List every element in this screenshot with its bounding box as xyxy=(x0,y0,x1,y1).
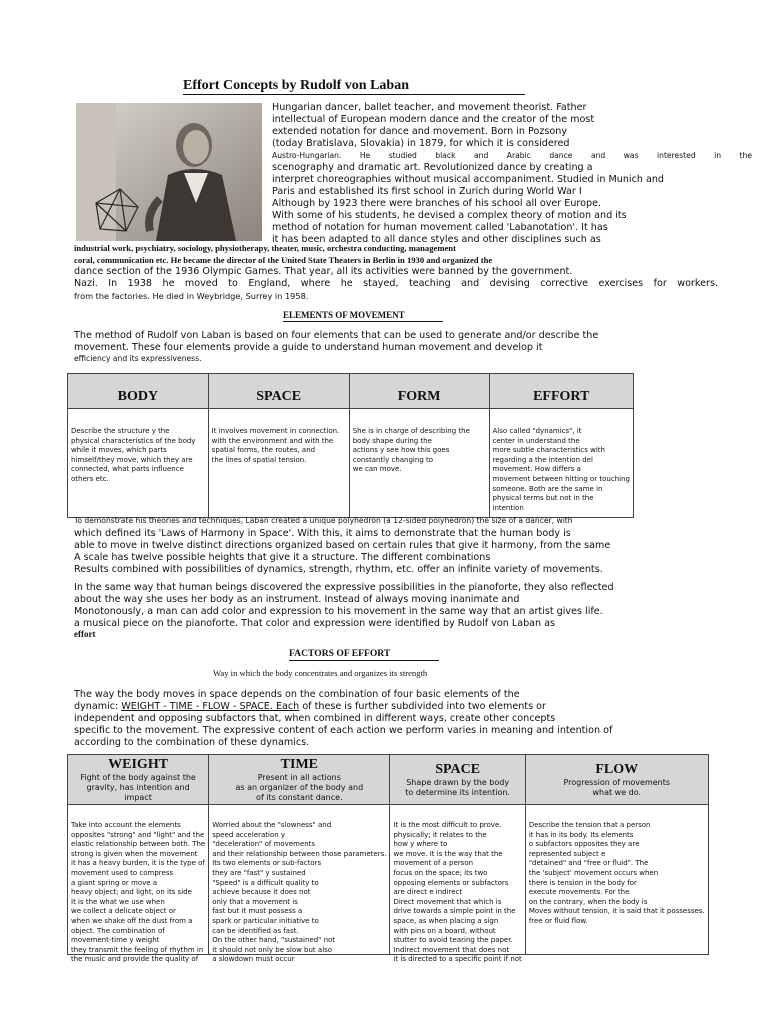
elements-intro-line: The method of Rudolf von Laban is based on four elements that can be used to generate and/or describe the xyxy=(74,330,599,341)
bio-line: intellectual of European modern dance and the creator of the most xyxy=(272,114,595,125)
cell-text-line: physical characteristics of the body xyxy=(71,436,196,445)
cell-text-line: movement-time y weight xyxy=(71,936,160,945)
table-cell xyxy=(525,805,708,955)
table-header-cell xyxy=(208,374,349,409)
cell-text-line: with the environment and with the xyxy=(211,436,334,445)
cell-body xyxy=(68,409,208,489)
cell-text-line: physical terms but not in the xyxy=(492,494,594,503)
cell-text-line: while it moves, which parts xyxy=(71,446,167,455)
bio-line: With some of his students, he devised a complex theory of motion and its xyxy=(272,210,627,221)
cell-text-line: represented subject e xyxy=(528,849,606,858)
bio-line: interpret choreographies without musical accompaniment. Studied in Munich and xyxy=(272,174,665,185)
factors-heading: FACTORS OF EFFORT xyxy=(289,648,391,659)
cell-text-line: center in understand the xyxy=(492,436,580,445)
header-effort: EFFORT xyxy=(533,389,590,404)
header-form: FORM xyxy=(397,389,441,404)
time-subtitle xyxy=(209,773,389,803)
cell-space xyxy=(209,409,349,469)
subtitle-line: of its constant dance. xyxy=(256,793,343,802)
factors-table xyxy=(67,754,709,964)
cell-text-line: they are "fast" y sustained xyxy=(212,868,306,877)
space-subtitle xyxy=(390,778,524,798)
cell-text-line: fast but it must possess a xyxy=(212,907,303,916)
cell-text-line: "Speed" is a difficult quality to xyxy=(212,878,319,887)
cell-text-line: Also called "dynamics", it xyxy=(492,427,582,435)
cell-text-line: spatial forms, the routes, and xyxy=(211,446,316,455)
cell-text-line: how y where to xyxy=(393,840,448,849)
cell-text-line: drive towards a simple point in the xyxy=(393,907,516,916)
cell-text-line: the 'subject' movement occurs when xyxy=(528,868,659,877)
cell-text-line: intention xyxy=(492,503,524,512)
subtitle-line: Progression of movements xyxy=(563,778,671,787)
factors-intro-line: The way the body moves in space depends on the combination of four basic elements of the xyxy=(74,689,520,700)
heading-underline xyxy=(283,321,443,322)
factors-intro-line: according to the combination of these dynamics. xyxy=(74,737,310,748)
cell-text-line: Its two elements or sub-factors xyxy=(212,859,322,868)
cell-text-line: the lines of spatial tension. xyxy=(211,455,307,464)
cell-text-line: Describe the structure y the xyxy=(71,427,170,435)
polyhedron-line: able to move in twelve distinct directions organized based on certain rules that give it harmony, from the same xyxy=(74,540,611,551)
cell-text-line: focus on the space; its two xyxy=(393,868,488,877)
elements-intro-line: efficiency and its expressiveness. xyxy=(74,354,202,363)
cell-text-line: free or fluid flow. xyxy=(528,916,588,925)
table-header-cell xyxy=(68,755,209,805)
header-time: TIME xyxy=(280,757,318,772)
factors-list-underlined: WEIGHT - TIME - FLOW - SPACE. Each xyxy=(121,701,300,712)
bio-line: method of notation for human movement called 'Labanotation'. It has xyxy=(272,222,608,233)
table-cell xyxy=(208,409,349,518)
cell-text-line: someone. Both are the same in xyxy=(492,484,603,493)
cell-text-line: a giant spring or move a xyxy=(71,878,158,887)
cell-text-line: She is in charge of describing the xyxy=(352,427,470,435)
factors-subheading: Way in which the body concentrates and organizes its strength xyxy=(213,668,428,678)
subtitle-line: gravity, has intention and xyxy=(86,783,190,792)
cell-text-line: it has a heavy burden, it is the type of xyxy=(71,859,205,868)
weight-subtitle xyxy=(68,773,208,803)
bio-block xyxy=(272,102,665,150)
bio-line: from the factories. He died in Weybridge, Surrey in 1958. xyxy=(74,291,309,301)
cell-text-line: it is directed to a specific point if not xyxy=(393,955,522,964)
cell-text-line: it has in its body. Its elements xyxy=(528,830,634,839)
cell-text-line: actions y see how this goes xyxy=(352,446,450,455)
cell-text-line: movement of a person xyxy=(393,859,474,868)
cell-text-line: Worried about the "slowness" and xyxy=(212,821,332,829)
bio-line-justified: Nazi. In 1938 he moved to England, where he stayed, teaching and devising corrective exercises for workers. xyxy=(74,278,718,289)
cell-text-line: the music and provide the quality of xyxy=(71,955,199,964)
subtitle-line: Present in all actions xyxy=(257,773,341,782)
polyhedron-line: which defined its 'Laws of Harmony in Space'. With this, it aims to demonstrate that the human body is xyxy=(74,528,571,539)
factors-intro-line-2 xyxy=(74,701,546,713)
polyhedron-line: To demonstrate his theories and techniques, Laban created a unique polyhedron (a 12-sided polyhedron) the size of a dancer, with xyxy=(74,516,573,525)
cell-text-line: It is the what we use when xyxy=(71,897,165,906)
cell-text-line: "deceleration" of movements xyxy=(212,840,316,849)
cell-text-line: regarding a the intention del xyxy=(492,455,593,464)
cell-text-line: "detained" and "free or fluid". The xyxy=(528,859,649,868)
cell-text-line: himself/they move, which they are xyxy=(71,455,193,464)
bio-line: Although by 1923 there were branches of his school all over Europe. xyxy=(272,198,602,209)
cell-text-line: o subfactors opposites they are xyxy=(528,840,640,849)
subtitle-line: Fight of the body against the xyxy=(80,773,196,782)
cell-form xyxy=(350,409,489,479)
table-cell xyxy=(349,409,489,518)
cell-text-line: movement between hitting or touching xyxy=(492,474,630,483)
cell-text-line: space, as when placing a sign xyxy=(393,916,499,925)
cell-text-line: others etc. xyxy=(71,474,109,483)
page-title: Effort Concepts by Rudolf von Laban xyxy=(183,78,409,93)
table-header-cell xyxy=(209,755,390,805)
cell-text-line: heavy object; and light, on its side xyxy=(71,888,192,897)
cell-space xyxy=(390,805,524,964)
header-flow: FLOW xyxy=(595,762,639,777)
cell-text-line: body shape during the xyxy=(352,436,432,445)
bio-line: Hungarian dancer, ballet teacher, and movement theorist. Father xyxy=(272,102,587,113)
cell-text-line: they transmit the feeling of rhythm in xyxy=(71,945,204,954)
cell-text-line: physically; it relates to the xyxy=(393,830,487,839)
factors-intro-line: specific to the movement. The expressive content of each action we perform varies in meaning and intention of xyxy=(74,725,613,736)
title-underline xyxy=(183,94,525,95)
cell-text-line: and their relationship between those parameters. xyxy=(212,849,387,858)
cell-text-line: Moves without tension, it is said that it possesses. xyxy=(528,907,705,916)
cell-text-line: there is tension in the body for xyxy=(528,878,637,887)
cell-text-line: object. The combination of xyxy=(71,926,165,935)
bio-line: it has been adapted to all dance styles and other disciplines such as xyxy=(272,234,601,245)
subtitle-line: as an organizer of the body and xyxy=(235,783,364,792)
elements-heading: ELEMENTS OF MOVEMENT xyxy=(283,310,405,320)
cell-text-line: movement used to compress xyxy=(71,868,174,877)
elements-intro-line: movement. These four elements provide a guide to understand human movement and develop it xyxy=(74,342,543,353)
bio-block-2 xyxy=(272,162,672,246)
cell-text-line: opposites "strong" and "light" and the xyxy=(71,830,205,839)
polyhedron-line: Results combined with possibilities of dynamics, strength, rhythm, etc. offer an infinite variety of movements. xyxy=(74,564,603,575)
cell-text-line: can be identified as fast. xyxy=(212,926,299,935)
header-body: BODY xyxy=(117,389,159,404)
elements-table xyxy=(67,373,634,518)
cell-text-line: Indirect movement that does not xyxy=(393,945,510,954)
piano-line-effort: effort xyxy=(74,629,96,639)
cell-text-line: only that a movement is xyxy=(212,897,298,906)
cell-effort xyxy=(490,409,634,517)
cell-text-line: On the other hand, "sustained" not xyxy=(212,936,336,945)
table-cell xyxy=(209,805,390,964)
header-weight: WEIGHT xyxy=(108,757,169,772)
cell-text-line: movement. How differs a xyxy=(492,465,581,474)
cell-text-line: stutter to avoid tearing the paper. xyxy=(393,936,513,945)
polyhedron-line: A scale has twelve possible heights that give it a structure. The different combinations xyxy=(74,552,491,563)
cell-text-line: connected, what parts influence xyxy=(71,465,184,474)
cell-text-line: strong is given when the movement xyxy=(71,849,198,858)
bio-line: Paris and established its first school in Zurich during World War I xyxy=(272,186,582,197)
cell-text-line: achieve because it does not xyxy=(212,888,311,897)
piano-line: about the way she uses her body as an instrument. Instead of always moving inanimate and xyxy=(74,594,520,605)
bio-bold-line: coral, communication etc. He became the director of the United State Theaters in Berlin in 1930 and organized the xyxy=(74,255,493,265)
header-space: SPACE xyxy=(256,389,302,404)
cell-text-line: are direct e indirect xyxy=(393,888,463,897)
flow-subtitle xyxy=(526,778,708,798)
piano-line: In the same way that human beings discovered the expressive possibilities in the pianoforte, they also reflected xyxy=(74,582,614,593)
bio-line: (today Bratislava, Slovakia) in 1879, for which it is considered xyxy=(272,138,570,149)
laban-portrait-photo xyxy=(76,103,262,241)
cell-weight xyxy=(68,805,208,964)
cell-text-line: when we shake off the dust from a xyxy=(71,916,193,925)
cell-text-line: execute movements. For the xyxy=(528,888,630,897)
subtitle-line: Shape drawn by the body xyxy=(406,778,510,787)
factors-intro-line: independent and opposing subfactors that, when combined in different ways, create other concepts xyxy=(74,713,556,724)
cell-text-line: speed acceleration y xyxy=(212,830,286,839)
cell-text-line: on the contrary, when the body is xyxy=(528,897,648,906)
table-header-cell xyxy=(68,374,209,409)
cell-text-line: elastic relationship between both. The xyxy=(71,840,206,849)
bio-line: dance section of the 1936 Olympic Games. That year, all its activities were banned by the government. xyxy=(74,266,573,277)
factors-intro-prefix: dynamic: xyxy=(74,701,122,712)
table-header-cell xyxy=(489,374,634,409)
bio-line: scenography and dramatic art. Revolutionized dance by creating a xyxy=(272,162,593,173)
cell-text-line: Describe the tension that a person xyxy=(528,821,651,829)
subtitle-line: to determine its intention. xyxy=(405,788,510,797)
table-cell xyxy=(390,805,525,964)
header-space: SPACE xyxy=(435,762,481,777)
subtitle-line: what we do. xyxy=(592,788,642,797)
heading-underline xyxy=(289,660,439,661)
cell-text-line: opposing elements or subfactors xyxy=(393,878,509,887)
cell-flow xyxy=(526,805,708,953)
bio-bold-line: industrial work, psychiatry, sociology, physiotherapy, theater, music, orchestra conducting, management xyxy=(74,243,456,253)
table-cell xyxy=(489,409,634,518)
cell-text-line: more subtle characteristics with xyxy=(492,446,605,455)
cell-text-line: we can move. xyxy=(352,465,402,474)
cell-text-line: Take into account the elements xyxy=(71,821,181,829)
bio-line-justified: Austro-Hungarian. He studied black and Arabic dance and was interested in the xyxy=(272,151,752,160)
table-cell xyxy=(68,805,209,964)
cell-text-line: It is the most difficult to prove. xyxy=(393,821,502,829)
cell-text-line: we move. It is the way that the xyxy=(393,849,503,858)
cell-text-line: spark or particular initiative to xyxy=(212,916,319,925)
cell-text-line: it should not only be slow but also xyxy=(212,945,333,954)
table-header-cell xyxy=(390,755,525,805)
cell-text-line: a slowdown must occur xyxy=(212,955,295,964)
table-cell xyxy=(68,409,209,518)
cell-text-line: we collect a delicate object or xyxy=(71,907,176,916)
piano-line: Monotonously, a man can add color and expression to his movement in the same way that an artist gives life. xyxy=(74,606,603,617)
table-header-cell xyxy=(525,755,708,805)
table-header-cell xyxy=(349,374,489,409)
cell-text-line: Direct movement that which is xyxy=(393,897,502,906)
subtitle-line: impact xyxy=(124,793,152,802)
cell-text-line: It involves movement in connection. xyxy=(211,427,340,435)
cell-text-line: constantly changing to xyxy=(352,455,434,464)
piano-line: a musical piece on the pianoforte. That color and expression were identified by Rudolf von Laban as xyxy=(74,618,556,629)
cell-time xyxy=(209,805,389,964)
cell-text-line: with pins on a board, without xyxy=(393,926,496,935)
factors-intro-suffix: of these is further subdivided into two elements or xyxy=(299,701,546,712)
bio-line: extended notation for dance and movement. Born in Pozsony xyxy=(272,126,568,137)
